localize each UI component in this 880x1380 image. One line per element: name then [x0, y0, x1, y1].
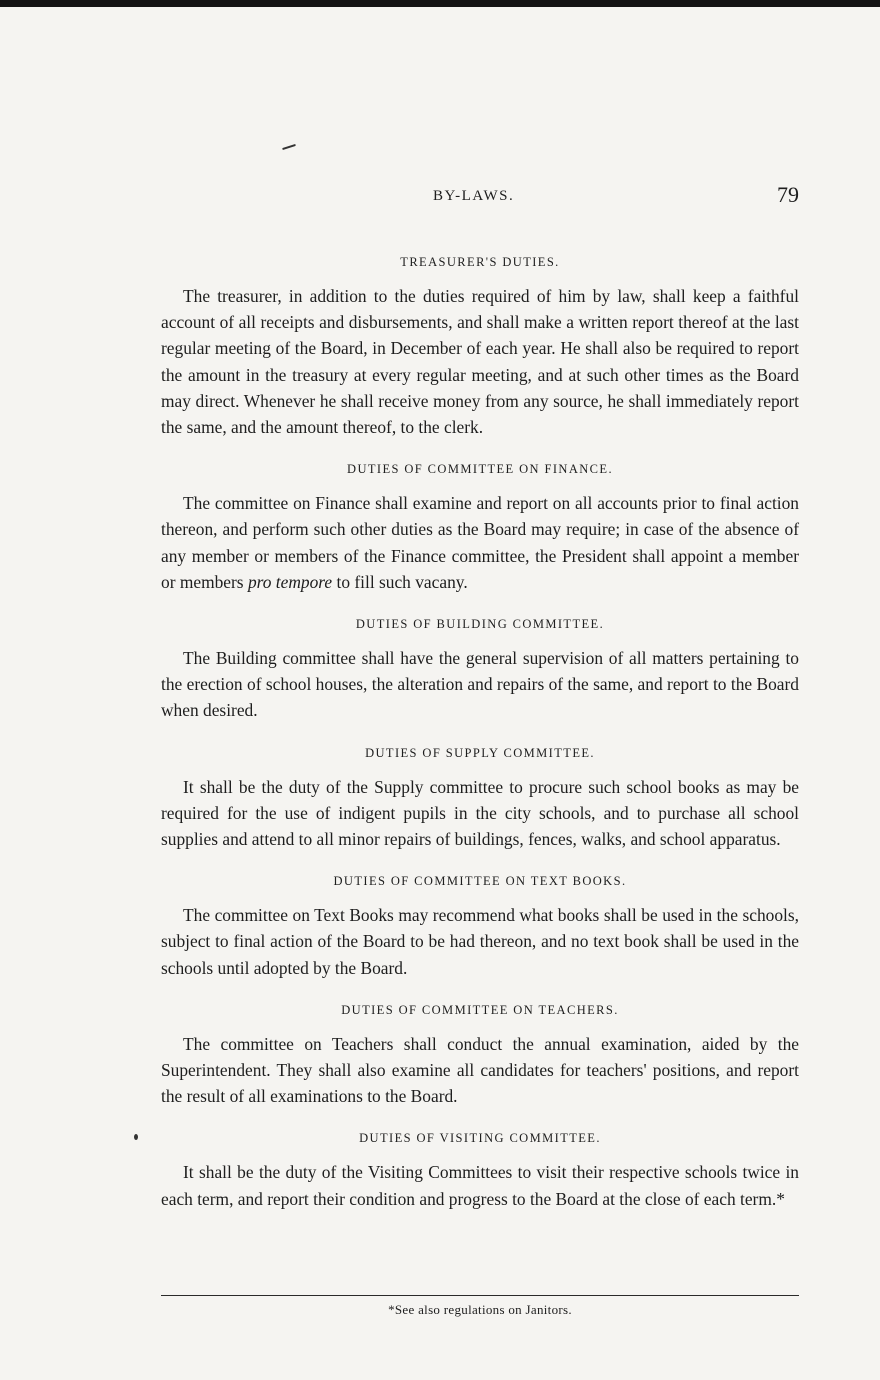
footnote-rule	[161, 1295, 799, 1296]
scan-top-edge	[0, 0, 880, 7]
section-heading: DUTIES OF VISITING COMMITTEE.	[359, 1131, 601, 1146]
ink-speck	[134, 1134, 138, 1140]
paragraph-text: to fill such vacany.	[332, 571, 468, 592]
section-heading: DUTIES OF SUPPLY COMMITTEE.	[365, 745, 595, 760]
page-number: 79	[777, 182, 799, 207]
section-paragraph: It shall be the duty of the Visiting Committees to visit their respective schools twice in each term, and report their condition and progress to the Board at the close of each term.*	[161, 1162, 799, 1209]
paragraph-text: The committee on Finance shall examine and report on all accounts prior to final action thereon, and perform such other duties as the Board may require; in case of the absence of any member or members of the Finance committee, the President shall appoint a member or members	[161, 493, 799, 592]
running-title: BY-LAWS.	[433, 188, 515, 204]
section-heading: TREASURER'S DUTIES.	[400, 255, 560, 269]
section-text-books-committee	[161, 872, 799, 981]
running-head	[161, 182, 799, 212]
italic-phrase: pro tempore	[247, 571, 333, 592]
section-treasurer-duties	[161, 253, 799, 440]
section-building-committee	[161, 615, 799, 724]
section-paragraph	[161, 490, 799, 595]
section-paragraph: The committee on Teachers shall conduct the annual examination, aided by the Superintendent. They shall also examine all candidates for teachers' positions, and report the result of all examinations to the Board.	[161, 1033, 799, 1107]
section-paragraph: The treasurer, in addition to the duties required of him by law, shall keep a faithful account of all receipts and disbursements, and shall make a written report thereof at the last regular meeting of the Board, in December of each year. He shall also be required to report the amount in the treasury at every regular meeting, and at such other times as the Board may direct. Whenever he shall receive money from any source, he shall immediately report the same, and the amount thereof, to the clerk.	[161, 286, 799, 438]
section-paragraph: The committee on Text Books may recommend what books shall be used in the schools, subject to final action of the Board to be had thereon, and no text book shall be used in the schools until adopted by the Board.	[161, 905, 799, 978]
section-heading: DUTIES OF COMMITTEE ON TEXT BOOKS.	[333, 874, 627, 889]
section-heading: DUTIES OF COMMITTEE ON FINANCE.	[347, 462, 613, 477]
section-visiting-committee	[161, 1129, 799, 1211]
section-paragraph: The Building committee shall have the general supervision of all matters pertaining to the erection of school houses, the alteration and repairs of the same, and report to the Board when desired.	[161, 648, 799, 721]
section-teachers-committee	[161, 1001, 799, 1110]
section-supply-committee	[161, 744, 799, 853]
footnote: *See also regulations on Janitors.	[388, 1302, 572, 1317]
section-heading: DUTIES OF COMMITTEE ON TEACHERS.	[341, 1002, 619, 1017]
section-paragraph: It shall be the duty of the Supply committee to procure such school books as may be required for the use of indigent pupils in the city schools, and to purchase all school supplies and attend to all minor repairs of buildings, fences, walks, and school apparatus.	[161, 776, 799, 850]
body-text	[161, 253, 799, 1232]
section-heading: DUTIES OF BUILDING COMMITTEE.	[355, 617, 605, 632]
section-finance-committee	[161, 460, 799, 595]
ink-speck	[282, 144, 296, 150]
